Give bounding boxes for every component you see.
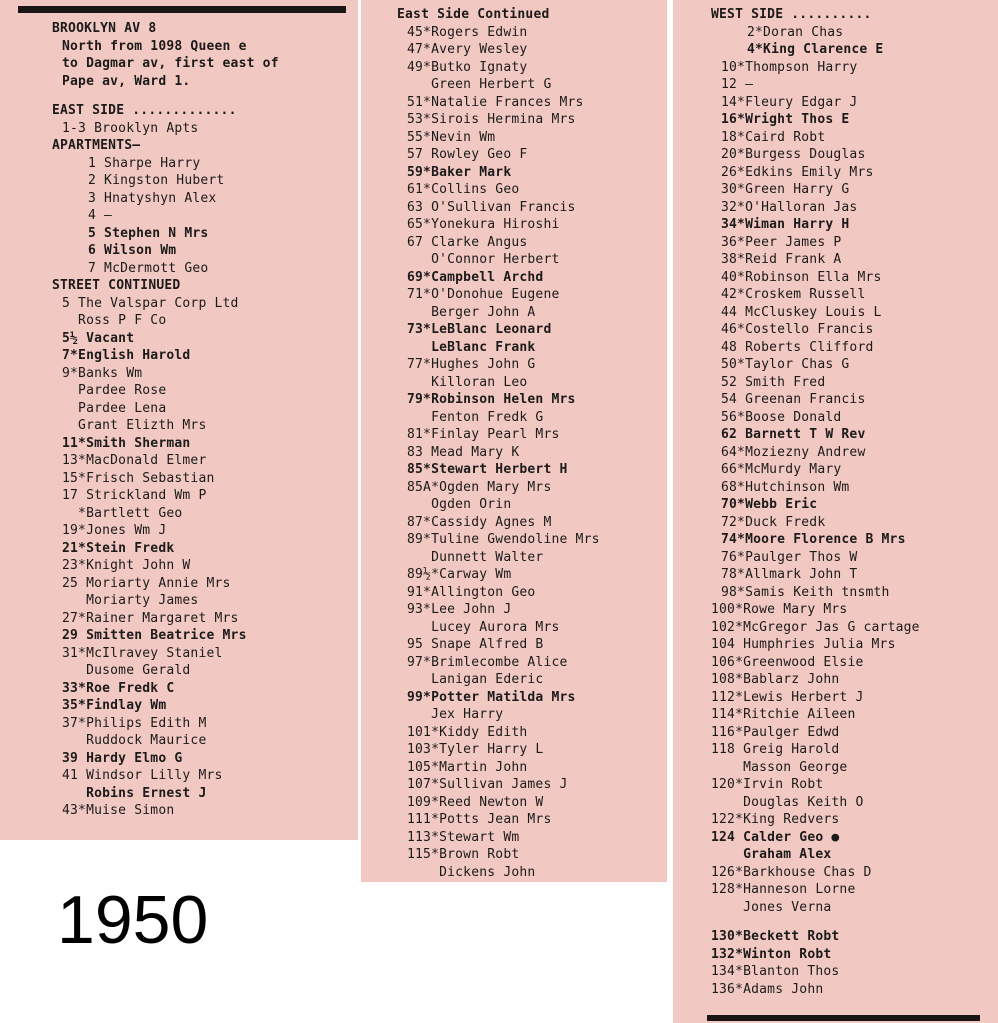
directory-line: 93*Lee John J	[407, 602, 512, 617]
directory-line: 5 Stephen N Mrs	[88, 225, 209, 241]
directory-line: 70*Webb Eric	[721, 497, 818, 512]
directory-line: 78*Allmark John T	[721, 567, 858, 582]
directory-line: Green Herbert G	[407, 77, 552, 92]
directory-line: 107*Sullivan James J	[407, 777, 568, 792]
directory-line: Ross P F Co	[62, 313, 167, 328]
directory-line: 15*Frisch Sebastian	[62, 470, 215, 486]
directory-line: 65*Yonekura Hiroshi	[407, 217, 560, 232]
directory-line: 115*Brown Robt	[407, 847, 520, 862]
directory-line: Berger John A	[407, 304, 536, 320]
directory-line: Lanigan Ederic	[407, 672, 544, 687]
directory-line: 7 McDermott Geo	[88, 260, 209, 276]
directory-line: 95 Snape Alfred B	[407, 637, 544, 652]
directory-line: 113*Stewart Wm	[407, 829, 520, 845]
directory-line: 4 —	[88, 208, 113, 223]
directory-line: 69*Campbell Archd	[407, 269, 544, 285]
directory-line: 46*Costello Francis	[721, 322, 874, 337]
directory-line: 44 McCluskey Louis L	[721, 304, 882, 320]
directory-line: 36*Peer James P	[721, 234, 842, 250]
directory-line: Jones Verna	[711, 899, 832, 915]
directory-line: Dusome Gerald	[62, 663, 191, 678]
directory-line: EAST SIDE .............	[52, 103, 237, 118]
directory-line: 134*Blanton Thos	[711, 964, 840, 979]
directory-line: Pape av, Ward 1.	[62, 73, 191, 89]
directory-line: 120*Irvin Robt	[711, 777, 824, 792]
directory-line: 97*Brimlecombe Alice	[407, 654, 568, 670]
directory-line: LeBlanc Frank	[407, 339, 536, 355]
directory-line: 48 Roberts Clifford	[721, 339, 874, 355]
directory-line: 136*Adams John	[711, 981, 824, 997]
directory-line: 57 Rowley Geo F	[407, 147, 528, 162]
directory-line: 6 Wilson Wm	[88, 243, 177, 258]
directory-line: Ruddock Maurice	[62, 733, 207, 748]
directory-line: Masson George	[711, 759, 848, 775]
directory-line: WEST SIDE ..........	[711, 7, 872, 22]
directory-line: Dunnett Walter	[407, 549, 544, 565]
directory-line: 106*Greenwood Elsie	[711, 654, 864, 670]
directory-line: 43*Muise Simon	[62, 803, 175, 818]
directory-line: 85*Stewart Herbert H	[407, 462, 568, 477]
directory-line: O'Connor Herbert	[407, 252, 560, 267]
directory-line: Moriarty James	[62, 593, 199, 608]
directory-line: 118 Greig Harold	[711, 742, 840, 757]
directory-line: 89½*Carway Wm	[407, 567, 512, 582]
directory-line: 14*Fleury Edgar J	[721, 94, 858, 110]
directory-line: 104 Humphries Julia Mrs	[711, 637, 896, 652]
directory-line: 10*Thompson Harry	[721, 59, 858, 75]
directory-line: STREET CONTINUED	[52, 278, 181, 293]
directory-line: 71*O'Donohue Eugene	[407, 287, 560, 302]
directory-line: Pardee Rose	[62, 383, 167, 398]
directory-line: Ogden Orin	[407, 497, 512, 512]
directory-line: 128*Hanneson Lorne	[711, 882, 856, 897]
directory-line: 54 Greenan Francis	[721, 392, 866, 407]
directory-line: 81*Finlay Pearl Mrs	[407, 427, 560, 442]
directory-line: 1-3 Brooklyn Apts	[62, 120, 199, 136]
directory-line: 91*Allington Geo	[407, 584, 536, 600]
directory-line: 72*Duck Fredk	[721, 514, 826, 530]
directory-line: 53*Sirois Hermina Mrs	[407, 112, 576, 127]
directory-line: 100*Rowe Mary Mrs	[711, 602, 848, 617]
directory-line: 5 The Valspar Corp Ltd	[62, 295, 239, 311]
directory-line: 33*Roe Fredk C	[62, 680, 175, 696]
directory-line: 55*Nevin Wm	[407, 129, 496, 145]
directory-line: 64*Moziezny Andrew	[721, 444, 866, 460]
directory-line: Lucey Aurora Mrs	[407, 619, 560, 635]
directory-line: 7*English Harold	[62, 348, 191, 363]
year-label: 1950	[57, 882, 209, 958]
directory-line: Jex Harry	[407, 707, 504, 722]
column-2-lines	[397, 6, 667, 881]
directory-line: 5½ Vacant	[62, 330, 135, 346]
directory-line: 102*McGregor Jas G cartage	[711, 619, 920, 635]
directory-line: 4*King Clarence E	[747, 42, 884, 57]
directory-line: 49*Butko Ignaty	[407, 59, 528, 75]
directory-line: 105*Martin John	[407, 759, 528, 775]
directory-line: 34*Wiman Harry H	[721, 217, 850, 232]
directory-line: 20*Burgess Douglas	[721, 147, 866, 162]
directory-line: 35*Findlay Wm	[62, 698, 167, 713]
directory-line: North from 1098 Queen e	[62, 38, 247, 54]
directory-line: 9*Banks Wm	[62, 365, 143, 381]
directory-line: 42*Croskem Russell	[721, 287, 866, 302]
directory-line: 68*Hutchinson Wm	[721, 479, 850, 495]
directory-line: 109*Reed Newton W	[407, 794, 544, 810]
directory-line: 1 Sharpe Harry	[88, 155, 201, 171]
directory-line: 40*Robinson Ella Mrs	[721, 269, 882, 285]
directory-line: 3 Hnatyshyn Alex	[88, 190, 217, 206]
directory-line: to Dagmar av, first east of	[62, 56, 279, 71]
directory-line: 16*Wright Thos E	[721, 112, 850, 127]
spacer	[711, 916, 998, 928]
directory-line: 29 Smitten Beatrice Mrs	[62, 628, 247, 643]
directory-line: 27*Rainer Margaret Mrs	[62, 610, 239, 626]
directory-line: 51*Natalie Frances Mrs	[407, 94, 584, 110]
spacer	[52, 90, 358, 102]
directory-line: 85A*Ogden Mary Mrs	[407, 479, 552, 495]
directory-line: 62 Barnett T W Rev	[721, 427, 866, 442]
directory-line: 12 —	[721, 77, 754, 92]
directory-line: 21*Stein Fredk	[62, 540, 175, 556]
directory-line: 73*LeBlanc Leonard	[407, 322, 552, 337]
directory-line: Pardee Lena	[62, 400, 167, 416]
directory-line: 41 Windsor Lilly Mrs	[62, 768, 223, 783]
directory-line: 30*Green Harry G	[721, 182, 850, 197]
directory-column-3	[673, 0, 998, 1023]
directory-line: 111*Potts Jean Mrs	[407, 812, 552, 827]
directory-line: 103*Tyler Harry L	[407, 742, 544, 757]
directory-line: 37*Philips Edith M	[62, 715, 207, 731]
directory-line: APARTMENTS—	[52, 138, 141, 153]
column-bottom-rule	[707, 1015, 980, 1021]
directory-line: 50*Taylor Chas G	[721, 357, 850, 372]
directory-line: 25 Moriarty Annie Mrs	[62, 575, 231, 591]
directory-line: 47*Avery Wesley	[407, 42, 528, 57]
directory-line: 122*King Redvers	[711, 812, 840, 827]
directory-line: *Bartlett Geo	[62, 505, 183, 521]
directory-line: 116*Paulger Edwd	[711, 724, 840, 740]
column-top-rule	[18, 6, 346, 13]
directory-line: 26*Edkins Emily Mrs	[721, 164, 874, 180]
directory-line: 89*Tuline Gwendoline Mrs	[407, 532, 600, 547]
directory-column-1	[0, 0, 358, 840]
directory-line: BROOKLYN AV 8	[52, 21, 157, 36]
directory-line: 11*Smith Sherman	[62, 435, 191, 451]
directory-line: 83 Mead Mary K	[407, 444, 520, 460]
directory-line: Killoran Leo	[407, 374, 528, 390]
directory-line: 59*Baker Mark	[407, 164, 512, 180]
directory-line: 77*Hughes John G	[407, 357, 536, 372]
directory-line: 32*O'Halloran Jas	[721, 199, 858, 215]
directory-line: Graham Alex	[711, 847, 832, 862]
directory-line: 132*Winton Robt	[711, 946, 832, 962]
directory-line: 112*Lewis Herbert J	[711, 689, 864, 705]
directory-line: 2*Doran Chas	[747, 24, 844, 40]
directory-line: Dickens John	[407, 864, 536, 880]
directory-line: 38*Reid Frank A	[721, 252, 842, 267]
directory-line: 61*Collins Geo	[407, 182, 520, 197]
directory-line: 67 Clarke Angus	[407, 234, 528, 250]
directory-line: 31*McIlravey Staniel	[62, 645, 223, 661]
directory-line: 87*Cassidy Agnes M	[407, 514, 552, 530]
column-1-lines	[52, 20, 358, 820]
directory-line: 19*Jones Wm J	[62, 523, 167, 538]
directory-line: 126*Barkhouse Chas D	[711, 864, 872, 880]
directory-line: 2 Kingston Hubert	[88, 173, 225, 188]
directory-line: 130*Beckett Robt	[711, 929, 840, 944]
directory-line: 101*Kiddy Edith	[407, 724, 528, 740]
directory-line: 63 O'Sullivan Francis	[407, 199, 576, 215]
directory-line: Fenton Fredk G	[407, 409, 544, 425]
directory-line: Robins Ernest J	[62, 785, 207, 801]
directory-line: Douglas Keith O	[711, 794, 864, 810]
directory-line: 66*McMurdy Mary	[721, 462, 842, 477]
directory-line: 18*Caird Robt	[721, 129, 826, 145]
directory-line: 45*Rogers Edwin	[407, 24, 528, 40]
directory-line: Grant Elizth Mrs	[62, 418, 207, 433]
directory-column-2	[361, 0, 667, 882]
directory-line: 23*Knight John W	[62, 558, 191, 573]
directory-line: 108*Bablarz John	[711, 672, 840, 687]
directory-line: 99*Potter Matilda Mrs	[407, 689, 576, 705]
directory-line: 79*Robinson Helen Mrs	[407, 392, 576, 407]
directory-line: 124 Calder Geo ●	[711, 829, 840, 845]
directory-line: East Side Continued	[397, 7, 550, 22]
column-3-lines	[711, 6, 998, 998]
directory-line: 114*Ritchie Aileen	[711, 707, 856, 722]
directory-line: 17 Strickland Wm P	[62, 488, 207, 503]
directory-line: 76*Paulger Thos W	[721, 549, 858, 565]
directory-line: 13*MacDonald Elmer	[62, 453, 207, 468]
directory-line: 52 Smith Fred	[721, 374, 826, 390]
directory-line: 56*Boose Donald	[721, 409, 842, 425]
directory-line: 39 Hardy Elmo G	[62, 750, 183, 766]
directory-line: 98*Samis Keith tnsmth	[721, 584, 890, 600]
directory-line: 74*Moore Florence B Mrs	[721, 532, 906, 547]
